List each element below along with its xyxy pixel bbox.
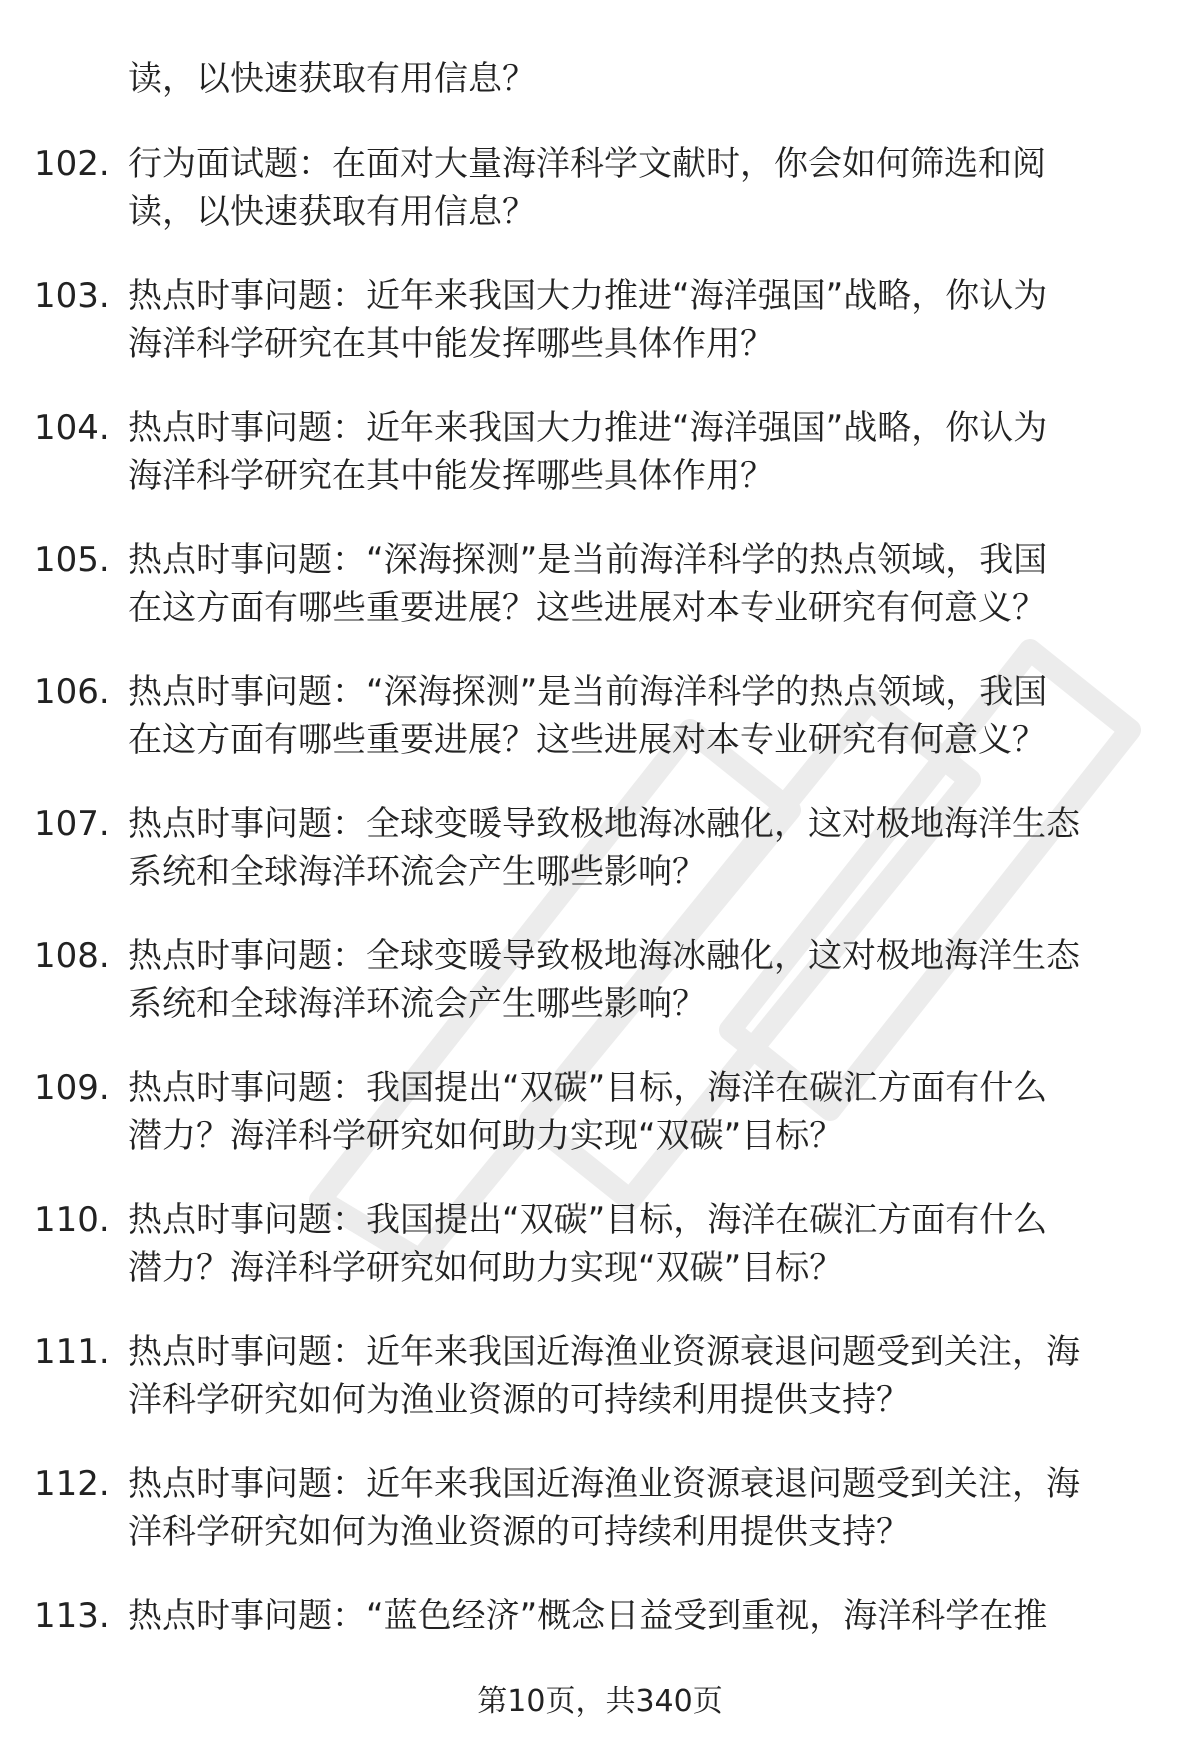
item-text-line: 系统和全球海洋环流会产生哪些影响？: [128, 984, 706, 1024]
item-number: 103.: [34, 276, 110, 316]
item-text: [128, 1064, 1148, 1160]
list-item: [0, 140, 1200, 272]
list-item: [0, 404, 1200, 536]
item-number: 105.: [34, 540, 110, 580]
list-item: [0, 1064, 1200, 1196]
item-text: [128, 1196, 1148, 1292]
item-text-line: 在这方面有哪些重要进展？这些进展对本专业研究有何意义？: [128, 588, 1046, 628]
item-text-line: 热点时事问题：“深海探测”是当前海洋科学的热点领域，我国: [128, 540, 1048, 580]
list-item: [0, 800, 1200, 932]
item-text-line: 海洋科学研究在其中能发挥哪些具体作用？: [128, 456, 774, 496]
question-list: [0, 140, 1200, 1724]
item-number: 111.: [34, 1332, 110, 1372]
item-text-line: 热点时事问题：近年来我国大力推进“海洋强国”战略，你认为: [128, 408, 1048, 448]
list-item: [0, 668, 1200, 800]
item-text-line: 洋科学研究如何为渔业资源的可持续利用提供支持？: [128, 1380, 910, 1420]
item-text-line: 热点时事问题：全球变暖导致极地海冰融化，这对极地海洋生态: [128, 936, 1080, 976]
item-text-line: 行为面试题：在面对大量海洋科学文献时，你会如何筛选和阅: [128, 144, 1046, 184]
item-number: 110.: [34, 1200, 110, 1240]
item-text: [128, 1592, 1148, 1640]
item-text: [128, 536, 1148, 632]
item-text: [128, 272, 1148, 368]
item-text-line: 热点时事问题：近年来我国大力推进“海洋强国”战略，你认为: [128, 276, 1048, 316]
item-text-line: 热点时事问题：“深海探测”是当前海洋科学的热点领域，我国: [128, 672, 1048, 712]
item-text-line: 热点时事问题：我国提出“双碳”目标，海洋在碳汇方面有什么: [128, 1068, 1048, 1108]
item-text-line: 海洋科学研究在其中能发挥哪些具体作用？: [128, 324, 774, 364]
item-text: [128, 404, 1148, 500]
item-number: 106.: [34, 672, 110, 712]
item-number: 112.: [34, 1464, 110, 1504]
item-text: [128, 668, 1148, 764]
item-number: 107.: [34, 804, 110, 844]
list-item: [0, 1196, 1200, 1328]
item-number: 113.: [34, 1596, 110, 1636]
item-text-line: 系统和全球海洋环流会产生哪些影响？: [128, 852, 706, 892]
item-number: 109.: [34, 1068, 110, 1108]
item-text-line: 热点时事问题：“蓝色经济”概念日益受到重视，海洋科学在推: [128, 1596, 1048, 1636]
item-text-line: 在这方面有哪些重要进展？这些进展对本专业研究有何意义？: [128, 720, 1046, 760]
page-footer: 第10页，共340页: [477, 1684, 723, 1719]
item-text-line: 读，以快速获取有用信息？: [128, 192, 536, 232]
item-text: [128, 140, 1148, 236]
list-item: [0, 272, 1200, 404]
item-text: [128, 1460, 1148, 1556]
item-number: 108.: [34, 936, 110, 976]
item-number: 102.: [34, 144, 110, 184]
item-text: [128, 1328, 1148, 1424]
continued-line: 读，以快速获取有用信息？: [128, 59, 536, 99]
item-text-line: 热点时事问题：近年来我国近海渔业资源衰退问题受到关注，海: [128, 1464, 1080, 1504]
list-item: [0, 536, 1200, 668]
item-text: [128, 800, 1148, 896]
item-text-line: 热点时事问题：我国提出“双碳”目标，海洋在碳汇方面有什么: [128, 1200, 1048, 1240]
list-item: [0, 1460, 1200, 1592]
item-text-line: 潜力？海洋科学研究如何助力实现“双碳”目标？: [128, 1248, 844, 1288]
item-text-line: 热点时事问题：近年来我国近海渔业资源衰退问题受到关注，海: [128, 1332, 1080, 1372]
item-text: [128, 932, 1148, 1028]
item-text-line: 洋科学研究如何为渔业资源的可持续利用提供支持？: [128, 1512, 910, 1552]
item-text-line: 热点时事问题：全球变暖导致极地海冰融化，这对极地海洋生态: [128, 804, 1080, 844]
item-number: 104.: [34, 408, 110, 448]
list-item: [0, 1328, 1200, 1460]
item-text-line: 潜力？海洋科学研究如何助力实现“双碳”目标？: [128, 1116, 844, 1156]
list-item: [0, 932, 1200, 1064]
